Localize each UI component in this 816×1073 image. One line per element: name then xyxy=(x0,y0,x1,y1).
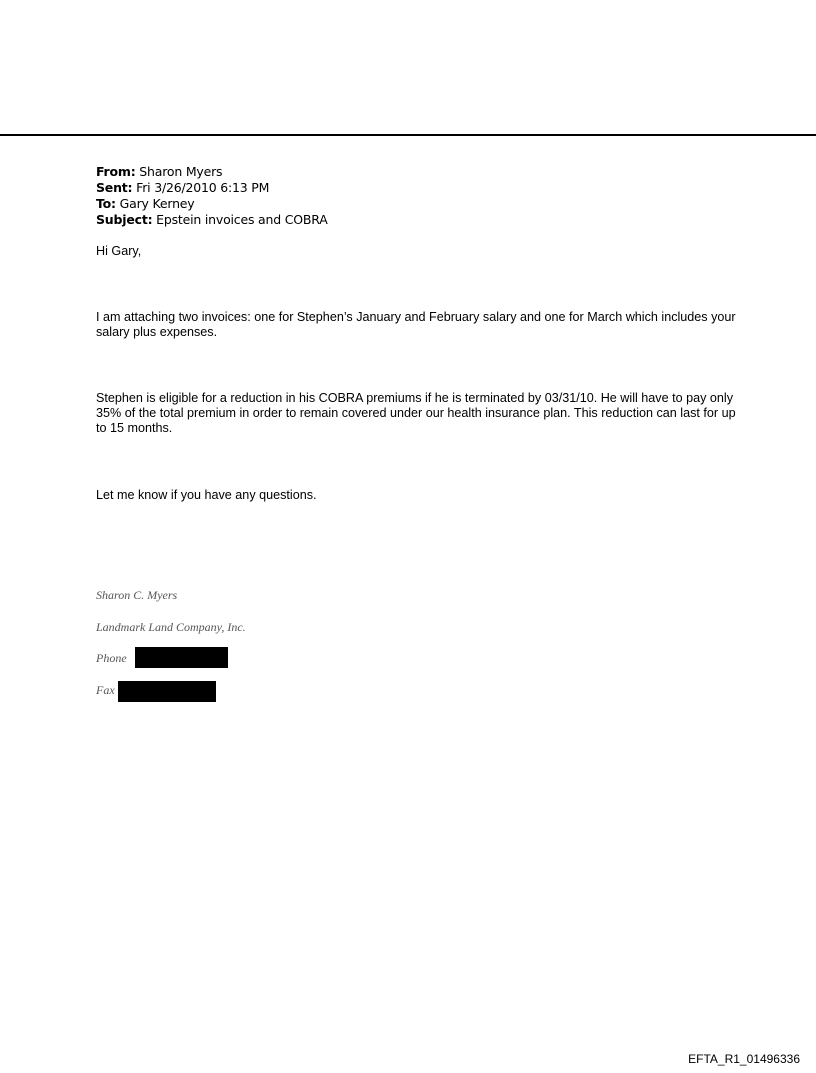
body-paragraph-invoices: I am attaching two invoices: one for Stephen’s January and February salary and one for March which includes your salary plus expenses. xyxy=(96,310,736,339)
to-line xyxy=(96,196,328,212)
bates-number: EFTA_R1_01496336 xyxy=(688,1052,800,1066)
body-paragraph-cobra: Stephen is eligible for a reduction in his COBRA premiums if he is terminated by 03/31/10. He will have to pay only 35% of the total premium in order to remain covered under our health insurance plan. This reduction can last for up to 15 months. xyxy=(96,391,736,435)
from-line xyxy=(96,164,328,180)
fax-redaction xyxy=(118,681,216,702)
sent-label: Sent: xyxy=(96,180,133,195)
sent-value: Fri 3/26/2010 6:13 PM xyxy=(132,180,270,195)
to-value: Gary Kerney xyxy=(115,196,195,211)
subject-label: Subject: xyxy=(96,212,153,227)
phone-redaction xyxy=(135,647,228,668)
subject-value: Epstein invoices and COBRA xyxy=(152,212,328,227)
sent-line xyxy=(96,180,328,196)
from-value: Sharon Myers xyxy=(135,164,223,179)
signature-company: Landmark Land Company, Inc. xyxy=(96,620,246,634)
signature-fax-label: Fax xyxy=(96,683,115,697)
header-divider xyxy=(0,134,816,136)
from-label: From: xyxy=(96,164,136,179)
email-header xyxy=(96,164,328,228)
greeting: Hi Gary, xyxy=(96,244,142,258)
signature-name: Sharon C. Myers xyxy=(96,588,178,602)
to-label: To: xyxy=(96,196,116,211)
subject-line xyxy=(96,212,328,228)
signature-phone-label: Phone xyxy=(96,651,127,665)
body-paragraph-questions: Let me know if you have any questions. xyxy=(96,488,317,502)
